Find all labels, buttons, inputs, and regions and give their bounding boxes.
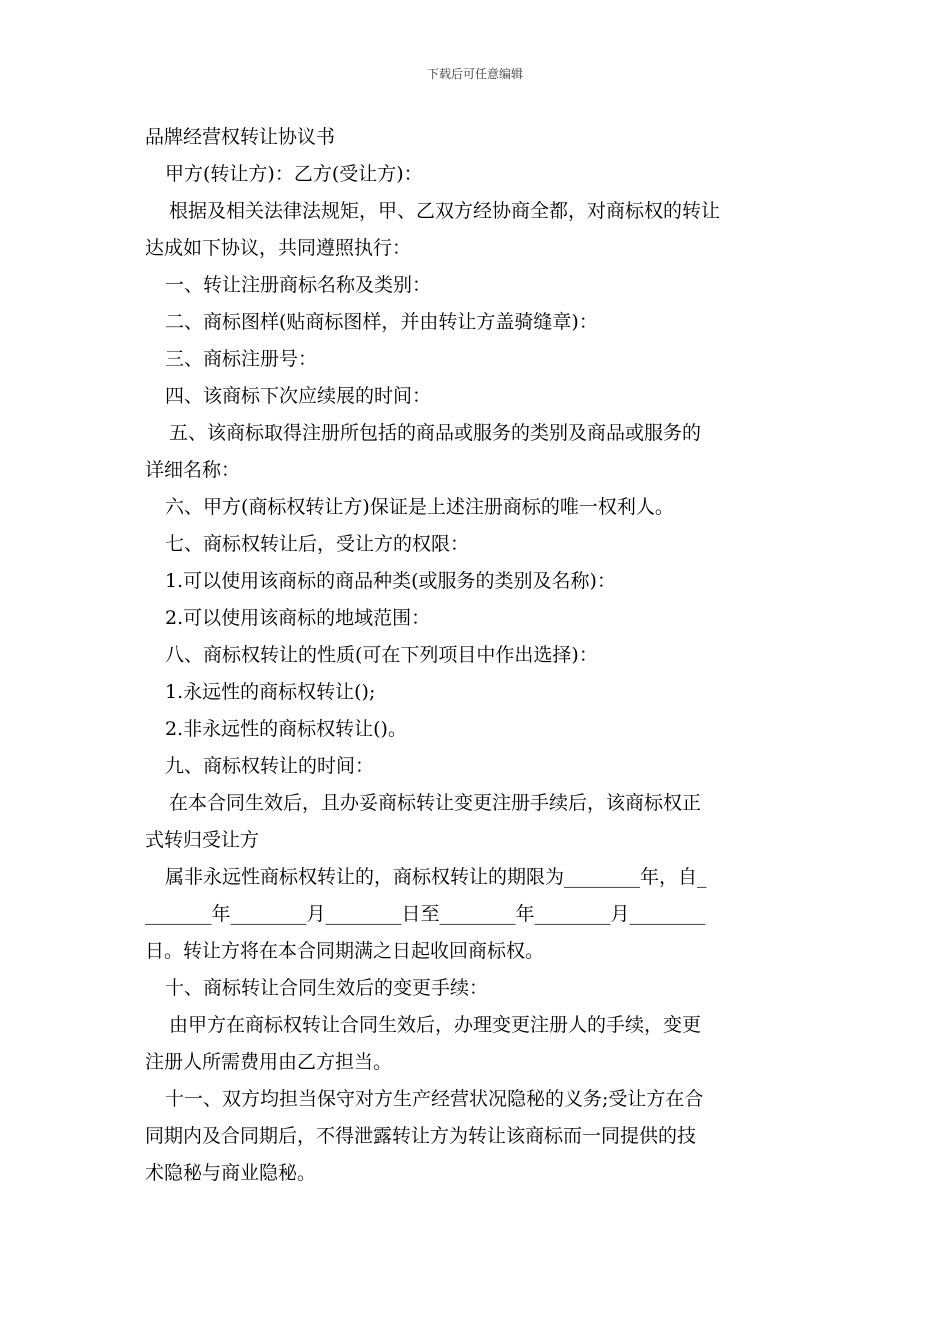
paragraph-line: 式转归受让方 — [145, 829, 260, 851]
clause-1: 一、转让注册商标名称及类别： — [165, 274, 432, 296]
clause-8-item-1: 1.永远性的商标权转让(); — [165, 681, 376, 703]
clause-11: 十一、双方均担当保守对方生产经营状况隐秘的义务;受让方在合 — [165, 1088, 704, 1110]
clause-6: 六、甲方(商标权转让方)保证是上述注册商标的唯一权利人。 — [165, 496, 674, 518]
parties-line: 甲方(转让方)：乙方(受让方)： — [165, 163, 423, 185]
paragraph-line: 在本合同生效后，且办妥商标转让变更注册手续后，该商标权正 — [169, 792, 702, 814]
term-line: 属非永远性商标权转让的，商标权转让的期限为________年，自_ — [165, 866, 707, 888]
clause-9: 九、商标权转让的时间： — [165, 755, 375, 777]
clause-8-item-2: 2.非永远性的商标权转让()。 — [165, 718, 407, 740]
clause-8: 八、商标权转让的性质(可在下列项目中作出选择)： — [165, 644, 598, 666]
clause-7: 七、商标权转让后，受让方的权限： — [165, 533, 470, 555]
clause-3: 三、商标注册号： — [165, 348, 318, 370]
paragraph-line: 达成如下协议，共同遵照执行： — [145, 237, 412, 259]
paragraph-line: 注册人所需费用由乙方担当。 — [145, 1051, 393, 1073]
clause-2: 二、商标图样(贴商标图样，并由转让方盖骑缝章)： — [165, 311, 598, 333]
clause-10: 十、商标转让合同生效后的变更手续： — [165, 977, 489, 999]
paragraph-line: 由甲方在商标权转让合同生效后，办理变更注册人的手续，变更 — [169, 1014, 702, 1036]
clause-7-item-2: 2.可以使用该商标的地域范围： — [165, 607, 431, 629]
clause-7-item-1: 1.可以使用该商标的商品种类(或服务的类别及名称)： — [165, 570, 616, 592]
clause-5-cont: 详细名称： — [145, 459, 241, 481]
clause-11-cont: 同期内及合同期后，不得泄露转让方为转让该商标而一同提供的技 — [145, 1125, 697, 1147]
page-header: 下载后可任意编辑 — [426, 67, 523, 81]
clause-5: 五、该商标取得注册所包括的商品或服务的类别及商品或服务的 — [169, 422, 702, 444]
paragraph-line: 根据及相关法律法规矩，甲、乙双方经协商全都，对商标权的转让 — [169, 200, 721, 222]
term-line-end: 日。转让方将在本合同期满之日起收回商标权。 — [145, 940, 545, 962]
document-title: 品牌经营权转让协议书 — [145, 126, 336, 148]
document-body — [145, 119, 807, 1192]
clause-11-end: 术隐秘与商业隐秘。 — [145, 1162, 317, 1184]
clause-4: 四、该商标下次应续展的时间： — [165, 385, 432, 407]
term-line-blanks: _______年________月________日至________年________月________ — [145, 903, 706, 925]
